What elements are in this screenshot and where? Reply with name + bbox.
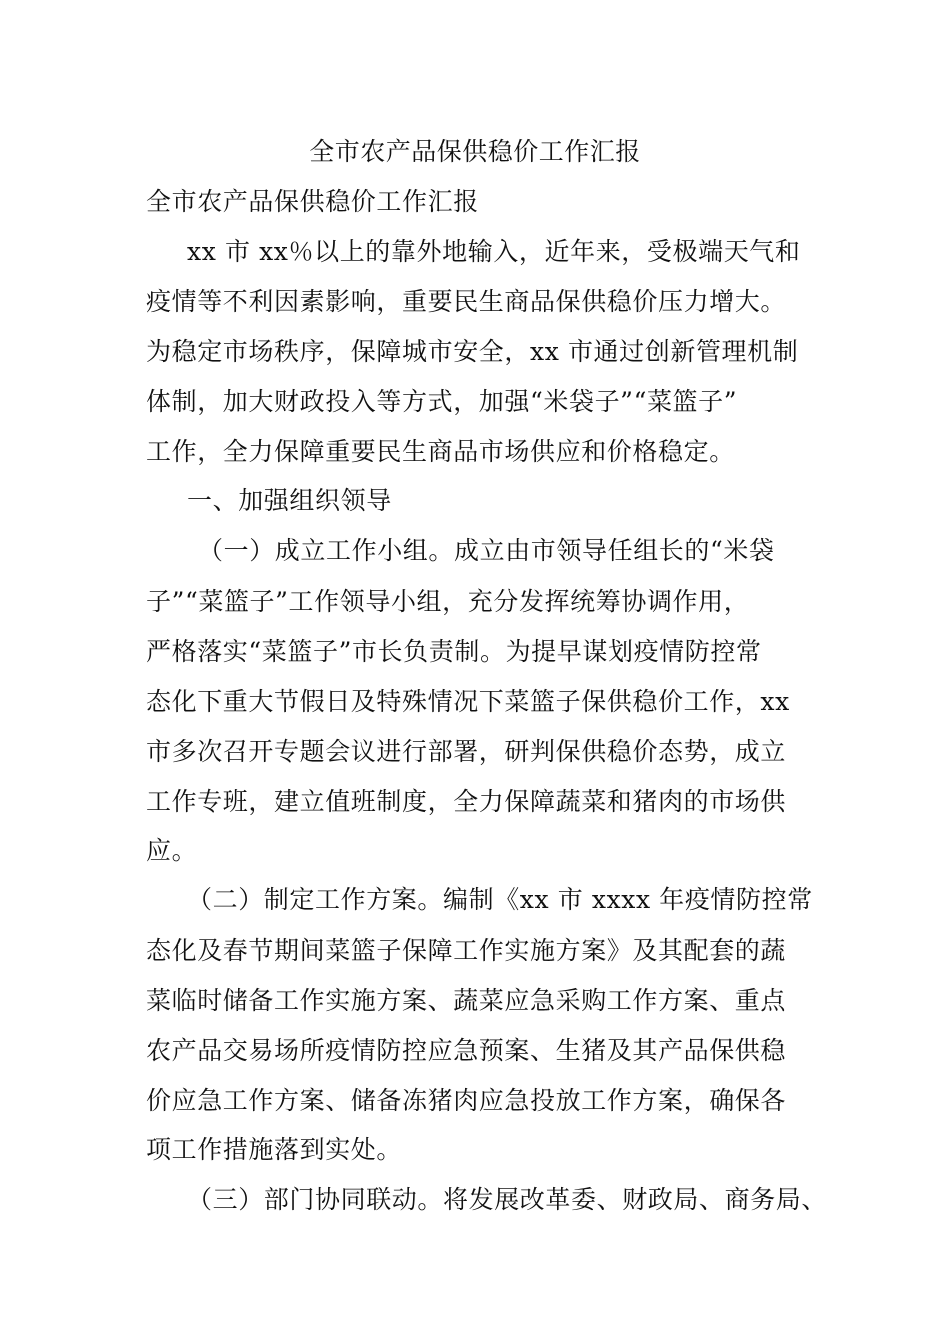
- paragraph-line: 菜临时储备工作实施方案、蔬菜应急采购工作方案、重点: [146, 986, 787, 1015]
- paragraph-line: 严格落实“菜篮子”市长负责制。为提早谋划疫情防控常: [146, 637, 762, 666]
- paragraph-line: 态化及春节期间菜篮子保障工作实施方案》及其配套的蔬: [146, 936, 787, 965]
- paragraph-line: xx 市 xx％以上的靠外地输入，近年来，受极端天气和: [187, 237, 801, 266]
- section-heading: 一、加强组织领导: [187, 486, 392, 515]
- paragraph-line: 体制，加大财政投入等方式，加强“米袋子”“菜篮子”: [146, 387, 738, 416]
- subtitle-line: 全市农产品保供稳价工作汇报: [146, 187, 479, 216]
- paragraph-line: 市多次召开专题会议进行部署，研判保供稳价态势，成立: [146, 737, 787, 766]
- paragraph-line: 态化下重大节假日及特殊情况下菜篮子保供稳价工作，xx: [146, 687, 790, 716]
- paragraph-line: 工作，全力保障重要民生商品市场供应和价格稳定。: [146, 437, 735, 466]
- paragraph-line: 子”“菜篮子”工作领导小组，充分发挥统筹协调作用，: [146, 587, 750, 616]
- paragraph-line: 价应急工作方案、储备冻猪肉应急投放工作方案，确保各: [146, 1086, 787, 1115]
- paragraph-line: （一）成立工作小组。成立由市领导任组长的“米袋: [198, 536, 775, 565]
- paragraph-line: （二）制定工作方案。编制《xx 市 xxxx 年疫情防控常: [187, 885, 813, 914]
- paragraph-line: 工作专班，建立值班制度，全力保障蔬菜和猪肉的市场供: [146, 787, 787, 816]
- paragraph-line: 项工作措施落到实处。: [146, 1135, 403, 1164]
- paragraph-line: 应。: [146, 836, 198, 865]
- paragraph-line: 为稳定市场秩序，保障城市安全，xx 市通过创新管理机制: [146, 337, 799, 366]
- paragraph-line: （三）部门协同联动。将发展改革委、财政局、商务局、: [187, 1185, 828, 1214]
- document-title: 全市农产品保供稳价工作汇报: [309, 137, 641, 166]
- paragraph-line: 疫情等不利因素影响，重要民生商品保供稳价压力增大。: [146, 287, 787, 316]
- paragraph-line: 农产品交易场所疫情防控应急预案、生猪及其产品保供稳: [146, 1036, 787, 1065]
